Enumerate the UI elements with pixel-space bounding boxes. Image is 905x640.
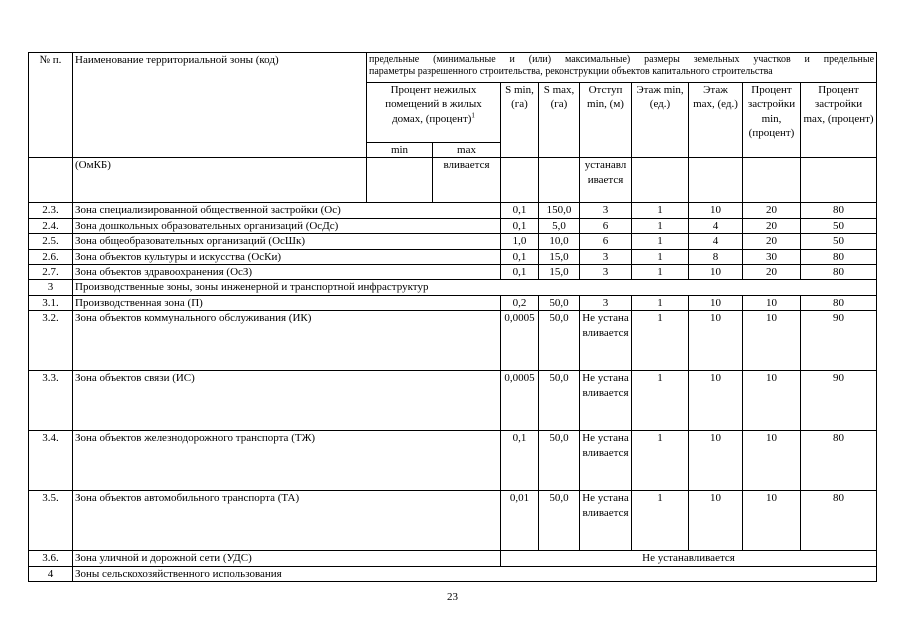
- table-body: [29, 53, 877, 582]
- row-zone-name: Зона уличной и дорожной сети (УДС): [73, 551, 501, 566]
- row-floors-min: 1: [632, 371, 689, 431]
- row-zone-name: Зона объектов связи (ИС): [73, 371, 501, 431]
- table-row: [29, 249, 877, 264]
- cont-bmax: [801, 158, 877, 203]
- row-build-max: 80: [801, 249, 877, 264]
- table-row: [29, 295, 877, 310]
- row-setback: Не устанавливается: [580, 371, 632, 431]
- row-floors-max: 10: [689, 265, 743, 280]
- row-floors-max: 10: [689, 311, 743, 371]
- row-s-max: 50,0: [539, 431, 580, 491]
- row-setback: Не устанавливается: [580, 311, 632, 371]
- table-row: [29, 431, 877, 491]
- row-s-min: 0,1: [501, 265, 539, 280]
- section-title: Зоны сельскохозяйственного использования: [73, 566, 877, 581]
- row-floors-max: 4: [689, 234, 743, 249]
- row-build-max: 50: [801, 218, 877, 233]
- row-floors-min: 1: [632, 265, 689, 280]
- cont-fmax: [689, 158, 743, 203]
- row-num: 3.2.: [29, 311, 73, 371]
- header-max: max: [433, 143, 501, 158]
- row-zone-name: Производственная зона (П): [73, 295, 501, 310]
- section-row-3: [29, 280, 877, 295]
- header-s-min: S min, (га): [501, 83, 539, 158]
- row-build-min: 20: [743, 265, 801, 280]
- row-setback: 6: [580, 234, 632, 249]
- cont-fmin: [632, 158, 689, 203]
- row-s-min: 0,1: [501, 249, 539, 264]
- row-floors-min: 1: [632, 311, 689, 371]
- row-s-max: 15,0: [539, 249, 580, 264]
- row-s-max: 50,0: [539, 371, 580, 431]
- header-row-1: [29, 53, 877, 83]
- header-floors-min: Этаж min, (ед.): [632, 83, 689, 158]
- row-build-max: 80: [801, 431, 877, 491]
- row-setback: 3: [580, 249, 632, 264]
- row-s-max: 10,0: [539, 234, 580, 249]
- table-row: [29, 371, 877, 431]
- row-zone-name: Зона объектов культуры и искусства (ОсКи): [73, 249, 501, 264]
- cont-zone-name: (ОмКБ): [73, 158, 367, 203]
- row-s-min: 0,1: [501, 203, 539, 218]
- cont-min: [367, 158, 433, 203]
- row-s-min: 0,01: [501, 491, 539, 551]
- row-build-max: 50: [801, 234, 877, 249]
- row-num: 3.6.: [29, 551, 73, 566]
- row-floors-min: 1: [632, 431, 689, 491]
- row-floors-max: 4: [689, 218, 743, 233]
- row-zone-name: Зона объектов коммунального обслуживания (ИК): [73, 311, 501, 371]
- row-build-max: 80: [801, 265, 877, 280]
- cont-max: вливается: [433, 158, 501, 203]
- row-setback: 3: [580, 295, 632, 310]
- row-floors-max: 10: [689, 203, 743, 218]
- cont-setback: устанавливается: [580, 158, 632, 203]
- header-build-min: Процент застройки min, (процент): [743, 83, 801, 158]
- row-s-max: 50,0: [539, 491, 580, 551]
- cont-num: [29, 158, 73, 203]
- row-setback: 6: [580, 218, 632, 233]
- row-build-max: 80: [801, 295, 877, 310]
- row-s-min: 0,0005: [501, 371, 539, 431]
- row-build-max: 90: [801, 311, 877, 371]
- row-build-max: 80: [801, 203, 877, 218]
- row-setback: 3: [580, 265, 632, 280]
- row-floors-max: 10: [689, 431, 743, 491]
- continuation-row: [29, 158, 877, 203]
- row-floors-min: 1: [632, 218, 689, 233]
- row-s-max: 150,0: [539, 203, 580, 218]
- row-num: 3.1.: [29, 295, 73, 310]
- header-s-max: S max, (га): [539, 83, 580, 158]
- row-zone-name: Зона объектов здравоохранения (ОсЗ): [73, 265, 501, 280]
- row-merged-value: Не устанавливается: [501, 551, 877, 566]
- row-num: 2.7.: [29, 265, 73, 280]
- row-s-min: 0,1: [501, 431, 539, 491]
- zones-parameters-table: [28, 52, 877, 582]
- row-zone-name: Зона объектов железнодорожного транспорта (ТЖ): [73, 431, 501, 491]
- table-row: [29, 203, 877, 218]
- row-s-min: 0,2: [501, 295, 539, 310]
- row-num: 2.5.: [29, 234, 73, 249]
- row-num: 2.6.: [29, 249, 73, 264]
- row-s-max: 50,0: [539, 311, 580, 371]
- row-setback: Не устанавливается: [580, 431, 632, 491]
- section-num: 3: [29, 280, 73, 295]
- row-s-max: 15,0: [539, 265, 580, 280]
- cont-bmin: [743, 158, 801, 203]
- header-min: min: [367, 143, 433, 158]
- table-row: [29, 218, 877, 233]
- cont-s-max: [539, 158, 580, 203]
- row-zone-name: Зона дошкольных образовательных организаций (ОсДс): [73, 218, 501, 233]
- row-num: 3.5.: [29, 491, 73, 551]
- row-build-max: 90: [801, 371, 877, 431]
- row-floors-min: 1: [632, 249, 689, 264]
- row-floors-max: 10: [689, 295, 743, 310]
- row-build-min: 30: [743, 249, 801, 264]
- section-num: 4: [29, 566, 73, 581]
- cont-s-min: [501, 158, 539, 203]
- row-setback: Не устанавливается: [580, 491, 632, 551]
- row-floors-min: 1: [632, 203, 689, 218]
- row-floors-max: 8: [689, 249, 743, 264]
- header-nonres-percent: Процент нежилых помещений в жилых домах, (процент)$^1$: [367, 83, 501, 143]
- table-row: [29, 265, 877, 280]
- row-build-min: 10: [743, 311, 801, 371]
- row-s-min: 1,0: [501, 234, 539, 249]
- header-build-max: Процент застройки max, (процент): [801, 83, 877, 158]
- header-floors-max: Этаж max, (ед.): [689, 83, 743, 158]
- row-build-min: 20: [743, 218, 801, 233]
- table-row: [29, 491, 877, 551]
- row-s-max: 50,0: [539, 295, 580, 310]
- page-number: 23: [447, 591, 458, 603]
- section-row-4: [29, 566, 877, 581]
- row-build-min: 20: [743, 234, 801, 249]
- row-floors-max: 10: [689, 371, 743, 431]
- row-num: 3.4.: [29, 431, 73, 491]
- header-num: № п.: [29, 53, 73, 158]
- section-title: Производственные зоны, зоны инженерной и транспортной инфраструктур: [73, 280, 877, 295]
- row-s-min: 0,0005: [501, 311, 539, 371]
- row-build-min: 10: [743, 295, 801, 310]
- table-row: [29, 551, 877, 566]
- row-build-max: 80: [801, 491, 877, 551]
- header-zone-name: Наименование территориальной зоны (код): [73, 53, 367, 158]
- header-setback: Отступ min, (м): [580, 83, 632, 158]
- row-build-min: 10: [743, 431, 801, 491]
- header-limits: предельные (минимальные и (или) максимальные) размеры земельных участков и предельные параметры разрешенного строительства, реконструкции объектов капитального строительства: [367, 53, 877, 83]
- row-s-min: 0,1: [501, 218, 539, 233]
- table-row: [29, 311, 877, 371]
- row-s-max: 5,0: [539, 218, 580, 233]
- row-floors-min: 1: [632, 234, 689, 249]
- row-zone-name: Зона специализированной общественной застройки (Ос): [73, 203, 501, 218]
- row-floors-max: 10: [689, 491, 743, 551]
- table-row: [29, 234, 877, 249]
- row-zone-name: Зона общеобразовательных организаций (ОсШк): [73, 234, 501, 249]
- row-num: 2.3.: [29, 203, 73, 218]
- row-build-min: 10: [743, 491, 801, 551]
- row-floors-min: 1: [632, 295, 689, 310]
- row-setback: 3: [580, 203, 632, 218]
- row-num: 2.4.: [29, 218, 73, 233]
- row-num: 3.3.: [29, 371, 73, 431]
- row-build-min: 10: [743, 371, 801, 431]
- row-build-min: 20: [743, 203, 801, 218]
- row-zone-name: Зона объектов автомобильного транспорта (ТА): [73, 491, 501, 551]
- row-floors-min: 1: [632, 491, 689, 551]
